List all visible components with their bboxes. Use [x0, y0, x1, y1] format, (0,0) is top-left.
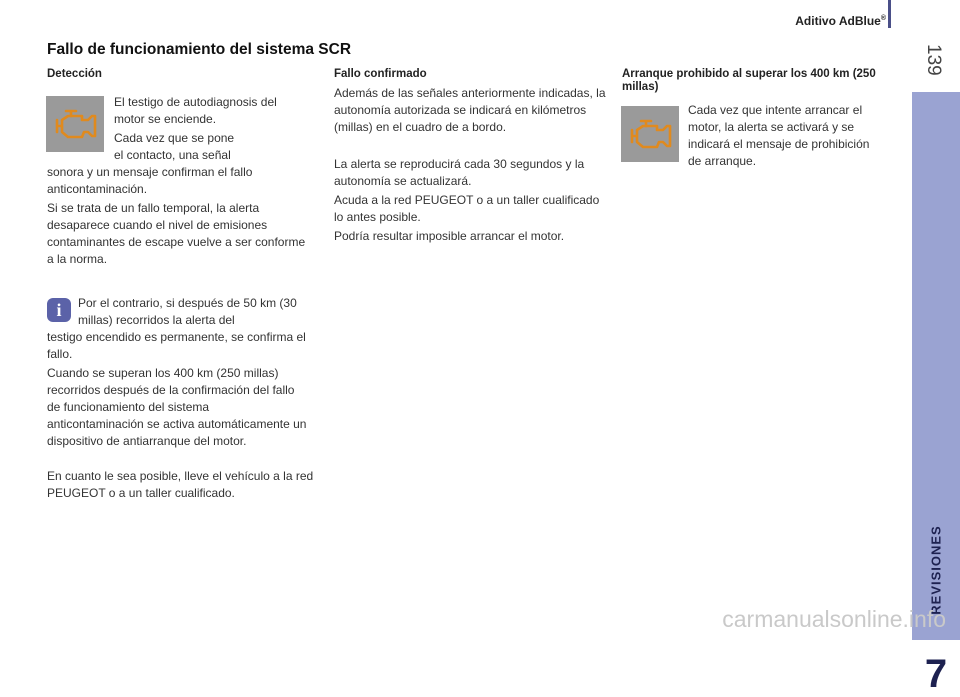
info-text-b: testigo encendido es permanente, se confirma el fallo.	[47, 330, 306, 361]
start-prohibited-heading: Arranque prohibido al superar los 400 km (250 millas)	[622, 68, 876, 93]
col2-paragraph-3: Acuda a la red PEUGEOT o a un taller cualificado lo antes posible.	[334, 193, 600, 224]
page-number-text: 139	[923, 44, 944, 76]
running-header-text: Aditivo AdBlue	[795, 14, 881, 28]
col1-paragraph-2a: Cada vez que se pone el contacto, una señal	[114, 131, 235, 162]
page-number	[918, 38, 948, 80]
chapter-tab	[912, 92, 960, 696]
col1-paragraph-1: El testigo de autodiagnosis del motor se enciende.	[114, 95, 277, 126]
chapter-name: REVISIONES	[928, 525, 944, 615]
col1-paragraph-5: En cuanto le sea posible, lleve el vehículo a la red PEUGEOT o a un taller cualificado.	[47, 469, 314, 500]
info-text-a: Por el contrario, si después de 50 km (30 millas) recorridos la alerta del	[78, 296, 297, 327]
engine-warning-icon	[621, 106, 679, 162]
col2-paragraph-2: La alerta se reproducirá cada 30 segundos y la autonomía se actualizará.	[334, 157, 585, 188]
running-header	[795, 14, 886, 28]
section-title: Fallo de funcionamiento del sistema SCR	[47, 41, 352, 58]
chapter-number: 7	[924, 652, 948, 696]
col2-paragraph-4: Podría resultar imposible arrancar el motor.	[334, 229, 565, 243]
registered-mark: ®	[880, 15, 886, 22]
col1-paragraph-2c: sonora y un mensaje confirman el fallo anticontaminación.	[47, 165, 253, 196]
col3-paragraph-1: Cada vez que intente arrancar el motor, la alerta se activará y se indicará el mensaje de prohibición de arranque.	[688, 103, 870, 168]
col1-paragraph-3: Si se trata de un fallo temporal, la alerta desaparece cuando el nivel de emisiones contaminantes de escape vuelve a ser conforme a la norma.	[47, 201, 306, 266]
watermark: carmanualsonline.info	[722, 606, 946, 632]
confirmed-fault-heading: Fallo confirmado	[334, 68, 427, 80]
header-divider	[888, 0, 891, 28]
col2-paragraph-1: Además de las señales anteriormente indicadas, la autonomía autorizada se indicará en kilómetros (millas) en el cuadro de a bordo.	[334, 86, 606, 134]
detection-heading: Detección	[47, 68, 102, 80]
col1-paragraph-4: Cuando se superan los 400 km (250 millas) recorridos después de la confirmación del fallo de funcionamiento del sistema anticontaminación se activa automáticamente un dispositivo de antiarranque del motor.	[47, 366, 307, 448]
info-icon: i	[47, 298, 71, 322]
engine-warning-icon	[46, 96, 104, 152]
